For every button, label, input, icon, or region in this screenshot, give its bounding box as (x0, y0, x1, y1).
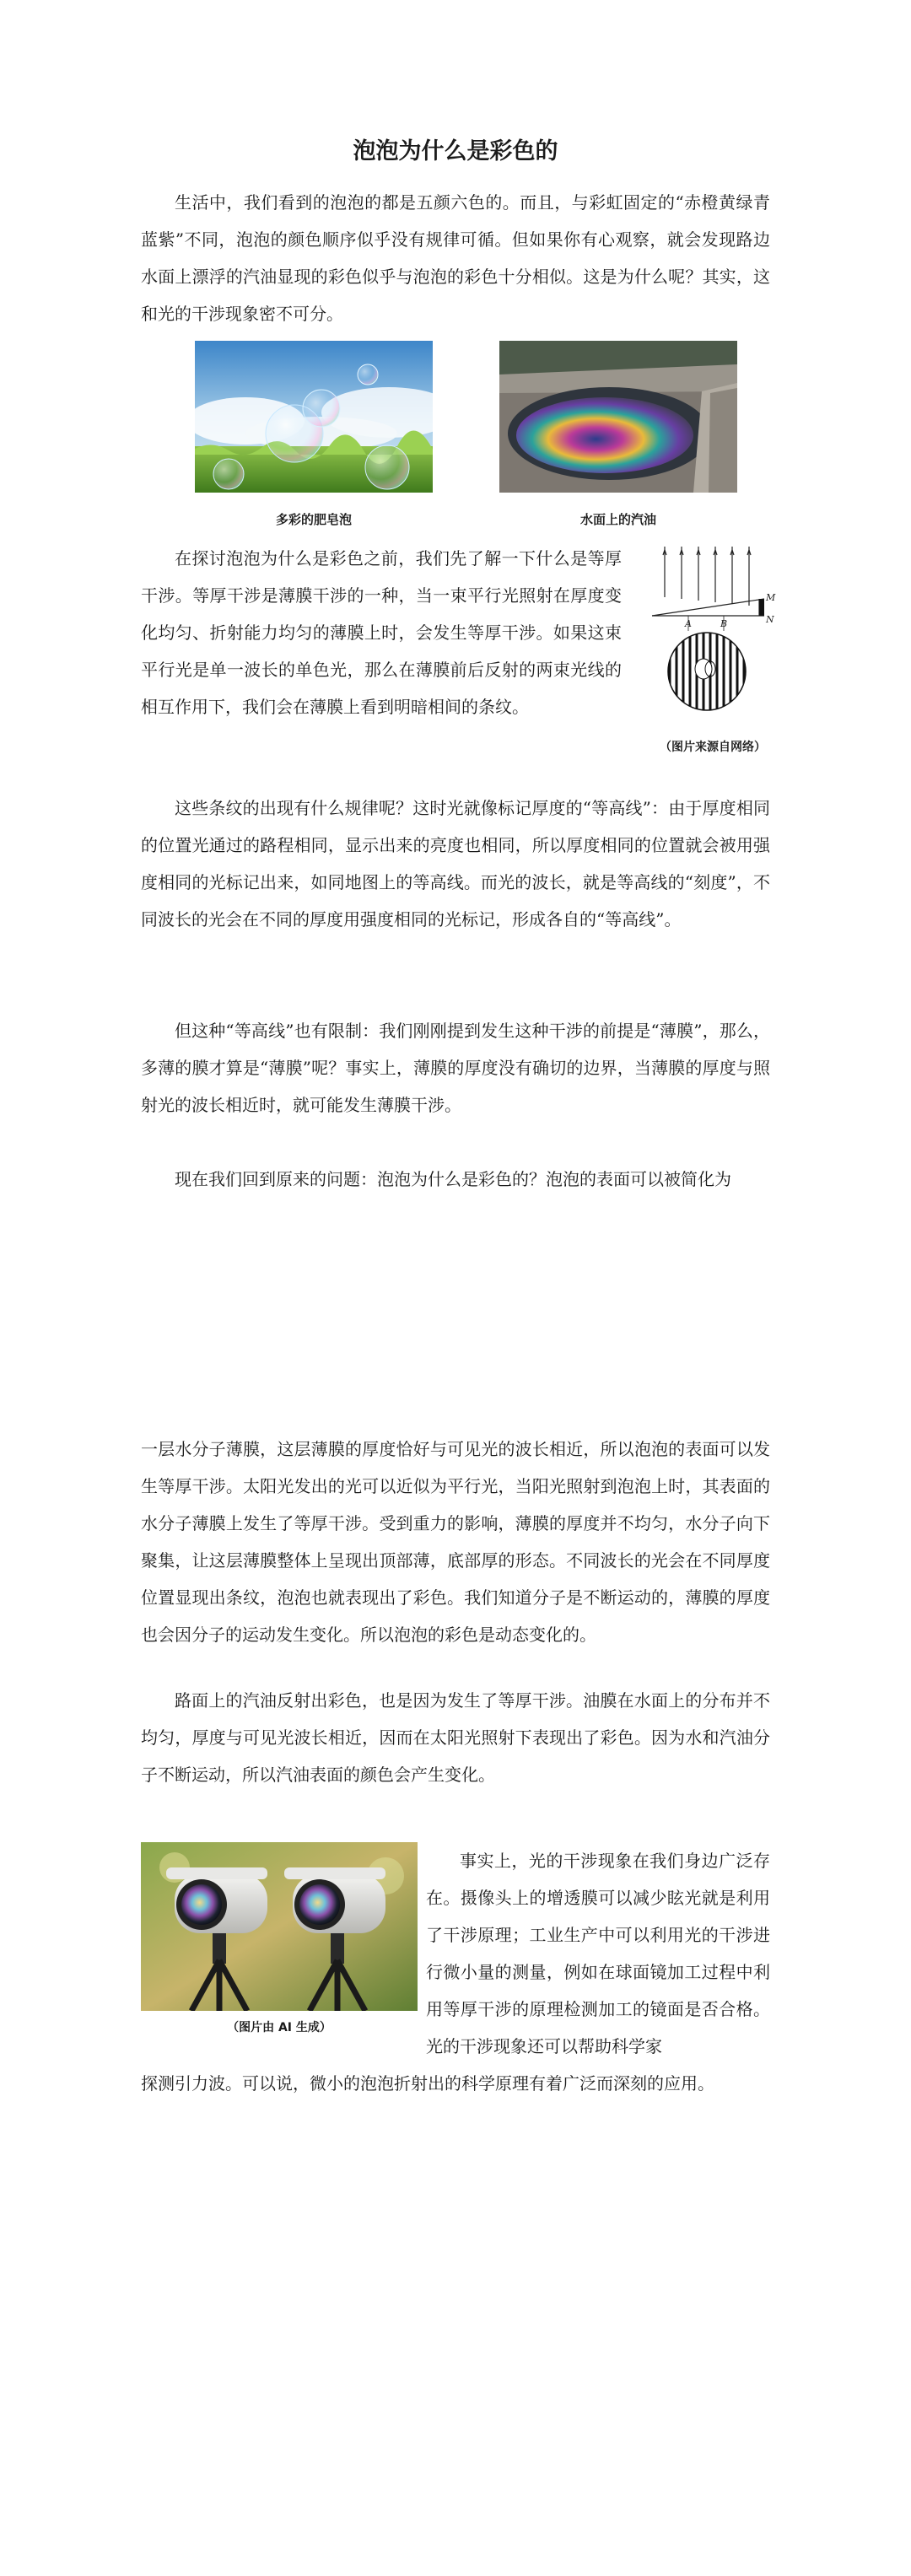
camera-image (141, 1842, 418, 2011)
paragraph-thin-film-limit: 但这种“等高线”也有限制：我们刚刚提到发生这种干涉的前提是“薄膜”，那么，多薄的膜才算是“薄膜”呢？事实上，薄膜的厚度没有确切的边界，当薄膜的厚度与照射光的波长相近时，就可能发生薄膜干涉。 (141, 1021, 770, 1115)
diagram-label-n: N (766, 614, 774, 625)
paragraph-intro: 生活中，我们看到的泡泡的都是五颜六色的。而且，与彩虹固定的“赤橙黄绿青蓝紫”不同，泡泡的颜色顺序似乎没有规律可循。但如果你有心观察，就会发现路边水面上漂浮的汽油显现的彩色似乎与泡泡的彩色十分相似。这是为什么呢？其实，这和光的干涉现象密不可分。 (141, 192, 770, 324)
article-title: 泡泡为什么是彩色的 (353, 138, 558, 164)
caption-diagram-source: （图片来源自网络） (660, 741, 766, 754)
interference-diagram (648, 547, 776, 732)
diagram-label-a: A (685, 618, 692, 629)
oil-on-water-image (499, 341, 737, 493)
paragraph-back-to-question: 现在我们回到原来的问题：泡泡为什么是彩色的？泡泡的表面可以被简化为 (175, 1169, 731, 1189)
soap-bubbles-image (195, 341, 433, 493)
paragraph-applications: 事实上，光的干涉现象在我们身边广泛存在。摄像头上的增透膜可以减少眩光就是利用了干涉原理；工业生产中可以利用光的干涉进行微小量的测量，例如在球面镜加工过程中利用等厚干涉的原理检测加工的镜面是否合格。光的干涉现象还可以帮助科学家 (426, 1851, 770, 2056)
paragraph-applications-end: 探测引力波。可以说，微小的泡泡折射出的科学原理有着广泛而深刻的应用。 (141, 2073, 714, 2094)
paragraph-contour-lines: 这些条纹的出现有什么规律呢？这时光就像标记厚度的“等高线”：由于厚度相同的位置光通过的路程相同，显示出来的亮度也相同，所以厚度相同的位置就会被用强度相同的光标记出来，如同地图上的等高线。而光的波长，就是等高线的“刻度”，不同波长的光会在不同的厚度用强度相同的光标记，形成各自的“等高线”。 (141, 798, 770, 930)
diagram-label-m: M (766, 592, 776, 603)
paragraph-equal-thickness: 在探讨泡泡为什么是彩色之前，我们先了解一下什么是等厚干涉。等厚干涉是薄膜干涉的一种，当一束平行光照射在厚度变化均匀、折射能力均匀的薄膜上时，会发生等厚干涉。如果这束平行光是单一波长的单色光，那么在薄膜前后反射的两束光线的相互作用下，我们会在薄膜上看到明暗相间的条纹。 (141, 548, 622, 717)
caption-camera-ai: （图片由 AI 生成） (227, 2021, 332, 2034)
caption-soap-bubbles: 多彩的肥皂泡 (275, 512, 352, 527)
paragraph-oil-film: 路面上的汽油反射出彩色，也是因为发生了等厚干涉。油膜在水面上的分布并不均匀，厚度与可见光波长相近，因而在太阳光照射下表现出了彩色。因为水和汽油分子不断运动，所以汽油表面的颜色会产生变化。 (141, 1690, 770, 1785)
diagram-label-b: B (720, 618, 728, 629)
paragraph-bubble-film: 一层水分子薄膜，这层薄膜的厚度恰好与可见光的波长相近，所以泡泡的表面可以发生等厚干涉。太阳光发出的光可以近似为平行光，当阳光照射到泡泡上时，其表面的水分子薄膜上发生了等厚干涉。受到重力的影响，薄膜的厚度并不均匀，水分子向下聚集，让这层薄膜整体上呈现出顶部薄，底部厚的形态。不同波长的光会在不同厚度位置显现出条纹，泡泡也就表现出了彩色。我们知道分子是不断运动的，薄膜的厚度也会因分子的运动发生变化。所以泡泡的彩色是动态变化的。 (141, 1439, 770, 1645)
caption-oil-on-water: 水面上的汽油 (579, 512, 656, 527)
